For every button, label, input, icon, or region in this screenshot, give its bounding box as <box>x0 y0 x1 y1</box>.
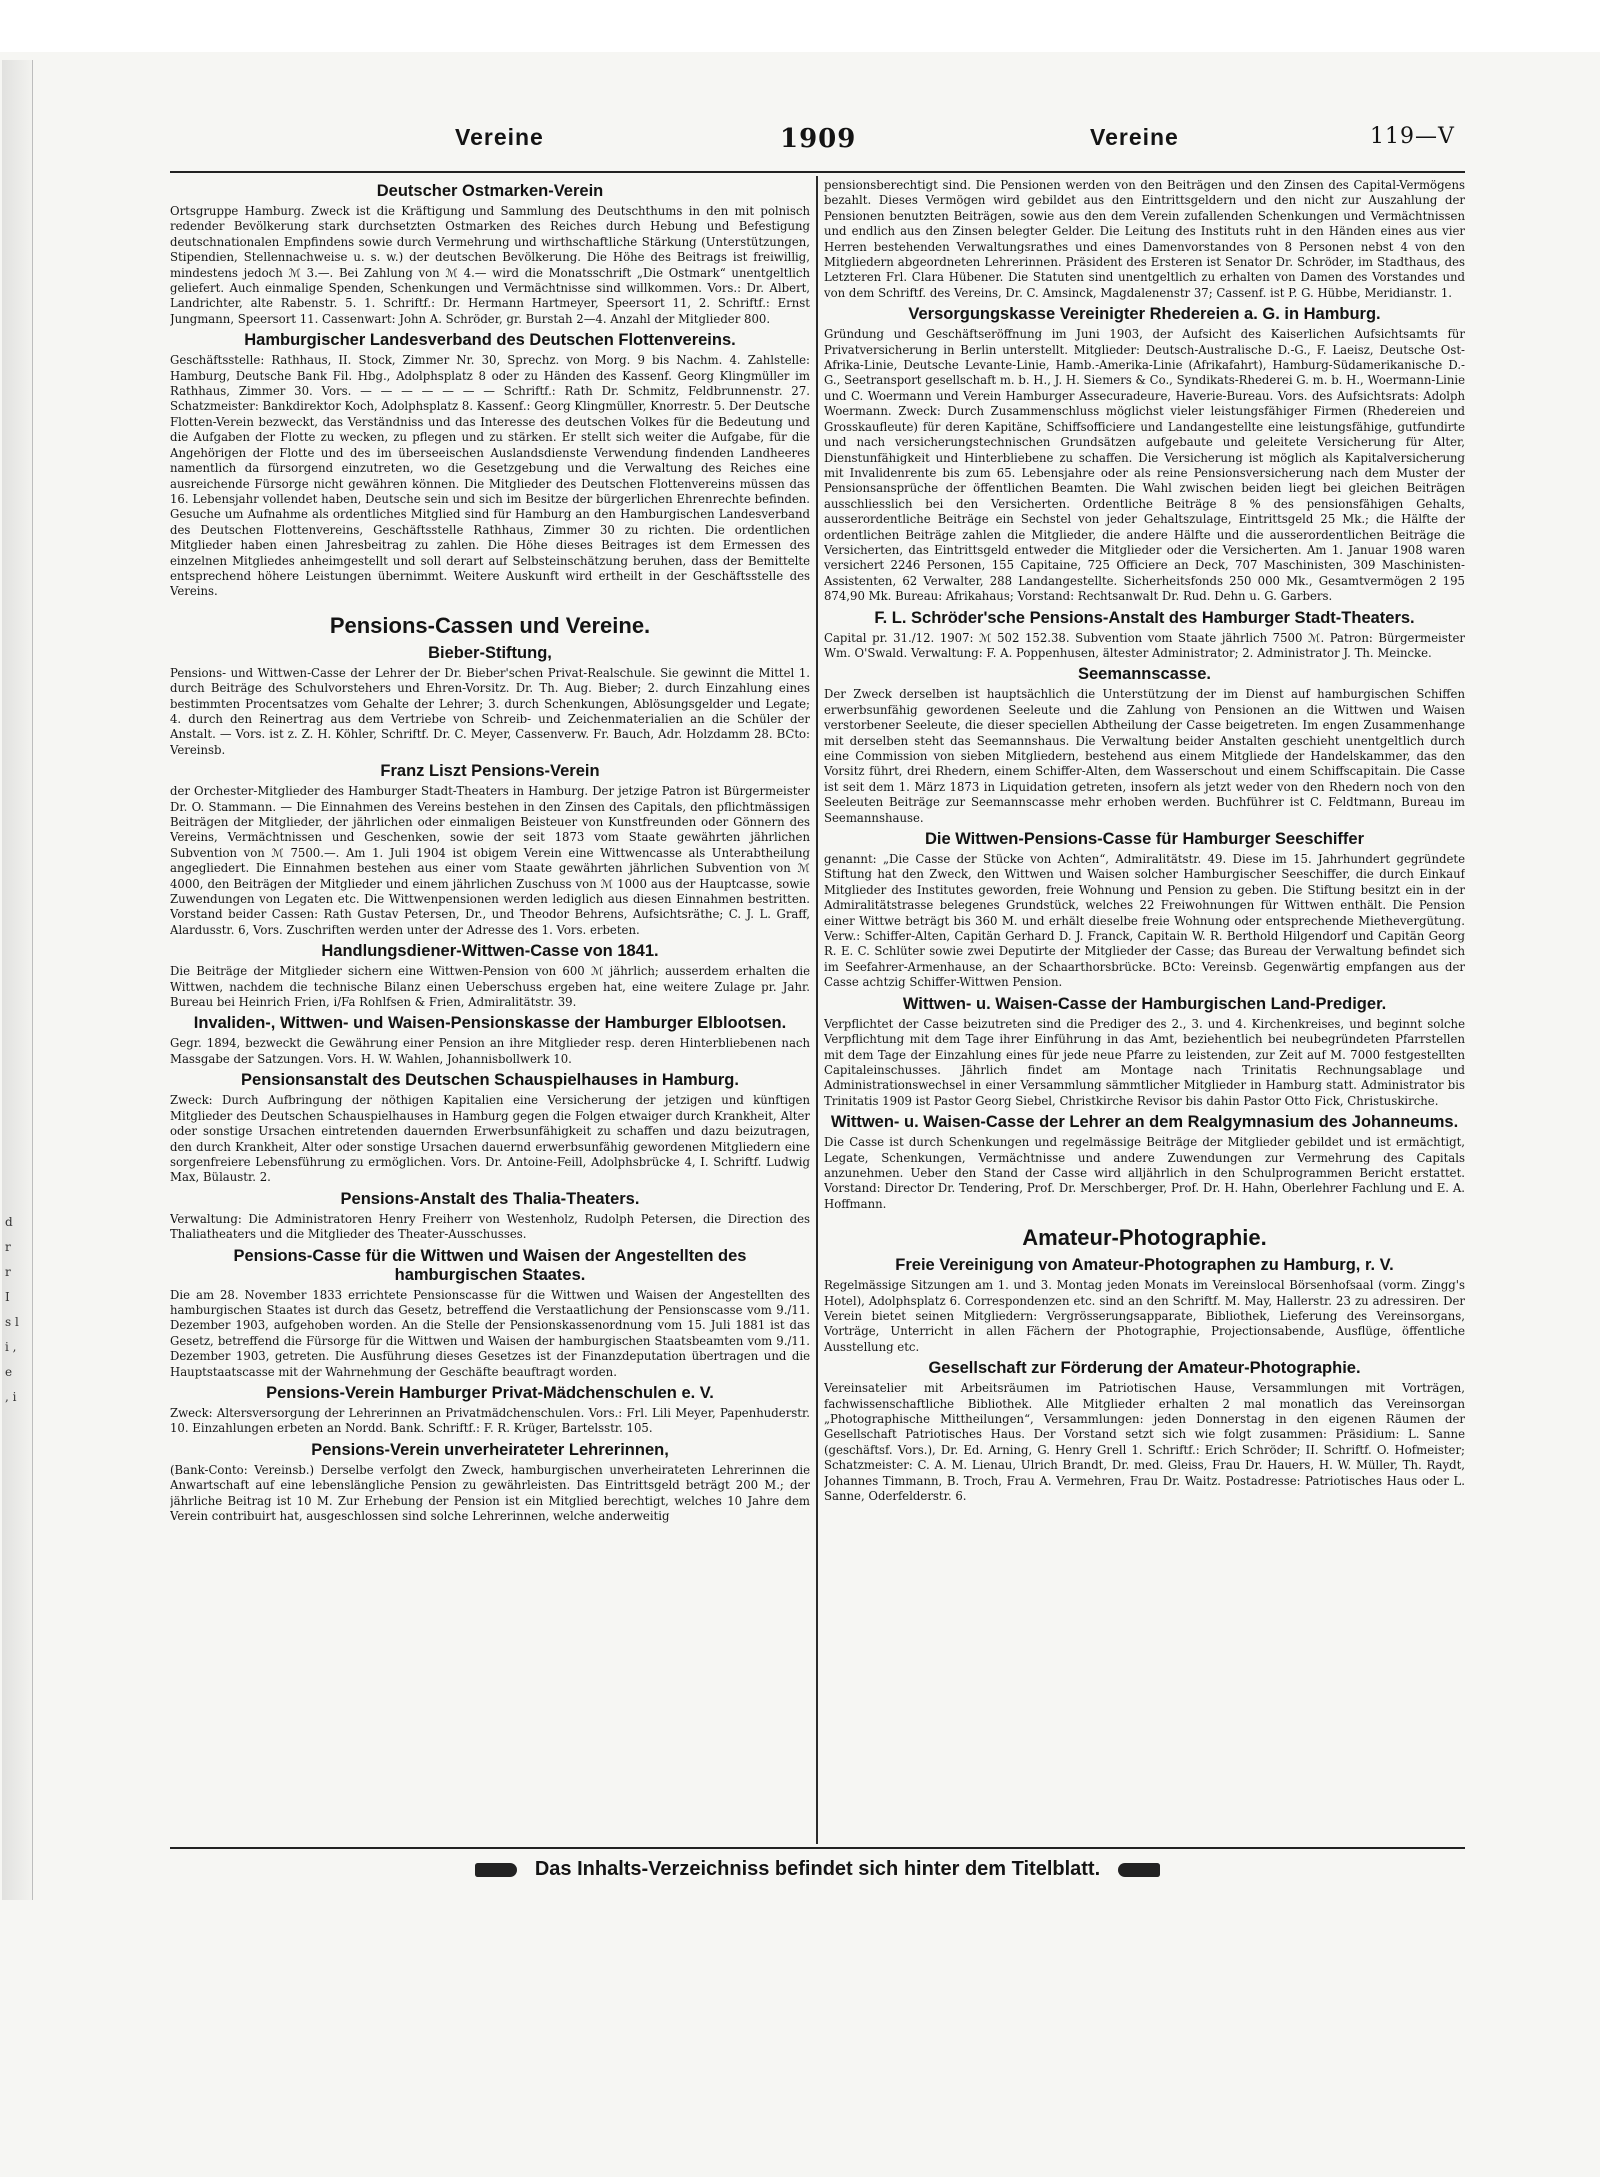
entry-block <box>824 665 1465 826</box>
entry-title: Pensions-Casse für die Wittwen und Waisen der Angestellten des hamburgischen Staates. <box>233 1246 747 1284</box>
entry-block <box>824 1113 1465 1212</box>
entry-text: Verwaltung: Die Administratoren Henry Freiherr von Westenholz, Rudolph Petersen, die Direction des Thaliatheaters und die Mitglieder des Theater-Ausschusses. <box>170 1211 810 1242</box>
entry-text: genannt: „Die Casse der Stücke von Achten“, Admiralitätstr. 49. Diese im 15. Jahrhundert gegründete Stiftung hat den Zweck, den Wittwen und Waisen solcher Hamburgischer Seeschiffer, die durch Einkauf Mitglieder des Institutes geworden, freie Wohnung und Pension zu geben. Die Stiftung besitzt ein in der Admiralitätstrasse belegenes Grundstück, welches 22 Freiwohnungen für Wittwen enthält. Die Pension einer Wittwe beträgt bis 360 M. und erhält dieselbe freie Wohnung oder entsprechende Miethevergütung. Verw.: Schiffer-Alten, Capitän Gerhard D. J. Franck, Capitain W. R. Berthold Hilgendorf und Capitän Georg R. E. C. Schlüter sowie zwei Deputirte der Mitglieder der Casse; das Bureau der Verwaltung befindet sich im Seefahrer-Armenhause, an der Schaarthorsbrücke. BCto: Vereinsb. Gegenwärtig empfangen aus der Casse achtzig Schiffer-Wittwen Pension. <box>824 852 1465 990</box>
entry-title: Bieber-Stiftung, <box>428 643 552 662</box>
adjacent-page-fragments: d r r I s l i , e , i <box>5 1215 19 1404</box>
entry-text: Verpflichtet der Casse beizutreten sind die Prediger des 2., 3. und 4. Kirchenkreises, und beginnt solche Verpflichtung mit dem Tage ihrer Einführung in das Amt, beziehentlich bei neubegründeten Pfarrstellen mit dem Tage der Einzahlung eines für jede neue Pfarre zu leistenden, zur Zeit auf M. 7000 festgestellten Capitaleinschusses. Jährlich findet am Montage nach Trinitatis Rechnungsablage und Administrationswechsel in einer Versammlung sämmtlicher Mitglieder in Hamburg statt. Administrator bis Trinitatis 1909 ist Pastor Georg Siebel, Christkirche Revisor bis dahin Pastor Otto Fick, Christuskirche. <box>824 1016 1465 1108</box>
header-section-left: Vereine <box>455 124 544 150</box>
entry-block <box>170 762 810 938</box>
entry-block <box>824 305 1465 604</box>
entry-text: Gründung und Geschäftseröffnung im Juni 1903, der Aufsicht des Kaiserlichen Aufsichtsamts für Privatversicherung in Berlin unterstellt. Mitglieder: Deutsch-Australische D.-G., F. Laeisz, Deutsche Ost-Afrika-Linie, Deutsche Levante-Linie, Hamb.-Amerika-Linie (Afrikafahrt), Hamburg-Südamerikanische D.-G., Seetransport gesellschaft m. b. H., J. H. Siemers & Co., Syndikats-Rhederei G. m. b. H., Woermann-Linie und C. Woermann und Verein Hamburger Assecuradeure, Haverie-Bureau. Vors. des Aufsichtsrats: Adolph Woermann. Zweck: Durch Zusammenschluss möglichst vieler leistungsfähiger Firmen (Rhedereien und Grosskaufleute) für deren Kapitäne, Schiffsofficiere und Landangestellte eine leistungsfähige, gutfundirte und nach versicherungstechnischen Grundsätzen aufgebaute und geleitete Versicherung für Alter, Dienstunfähigkeit und Hinterbliebene zu schaffen. Die Versicherung ist möglich als Kapitalversicherung mit Invalidenrente bis zum 65. Lebensjahre oder als reine Pensionsversicherung nach dem Muster der Pensionsansprüche der öffentlichen Beamten. Die Wahl zwischen beiden liegt bei gleichen Beiträgen ausschliesslich bei den Versicherten. Ordentliche Beiträge 8 % des pensionsfähigen Gehalts, ausserordentliche Beiträge ein Sechstel von jeder Gehaltszulage, Eintrittsgeld 25 Mk.; die Hälfte der ordentlichen Beiträge zahlen die Mitglieder, die andere Hälfte und die ausserordentlichen Beiträge die Versicherten, das Eintrittsgeld entweder die Mitglieder oder die Versicherten. Am 1. Januar 1908 waren versichert 2246 Personen, 155 Capitaine, 725 Officiere an Deck, 707 Maschinisten, 309 Maschinisten-Assistenten, 62 Verwalter, 288 Landangestellte. Sicherheitsfonds 250 000 Mk., Gesamtvermögen 2 195 874,90 Mk. Bureau: Afrikahaus; Vorstand: Rechtsanwalt Dr. Rud. Dehn u. G. Garbers. <box>824 327 1465 604</box>
scan-top-margin <box>0 0 1600 52</box>
entry-block <box>170 331 810 600</box>
entry-title: Invaliden-, Wittwen- und Waisen-Pensionskasse der Hamburger Elblootsen. <box>193 1014 787 1033</box>
entry-title: Handlungsdiener-Wittwen-Casse von 1841. <box>321 942 659 961</box>
entry-title: F. L. Schröder'sche Pensions-Anstalt des Hamburger Stadt-Theaters. <box>874 608 1415 627</box>
left-column <box>170 178 810 1843</box>
running-header <box>170 118 1465 156</box>
entry-block <box>170 1071 810 1185</box>
entry-block <box>170 182 810 327</box>
entry-title: Gesellschaft zur Förderung der Amateur-Photographie. <box>928 1359 1361 1378</box>
entry-text: Der Zweck derselben ist hauptsächlich die Unterstützung der im Dienst auf hamburgischen Schiffen erwerbsunfähig gewordenen Seeleute und die Zahlung von Pensionen an die Wittwen und Waisen verstorbener Seeleute, die dieser speciellen Abtheilung der Casse beigetreten. Im engen Zusammenhange mit derselben steht das Seemannshaus. Die Verwaltung beider Anstalten geschieht unentgeltlich durch eine Commission von sieben Mitgliedern, bestehend aus einem Mitgliede der Handelskammer, das den Vorsitz führt, drei Rhedern, einem Schiffer-Alten, dem Wasserschout und einem Schiffscapitain. Die Casse ist seit dem 1. März 1873 in Liquidation getreten, insofern als jetzt weder von den Rhedern noch von den Seeleuten Beiträge zur Seemannscasse mehr erhoben werden. Buchführer ist C. Feldtmann, Bureau im Seemannshause. <box>824 687 1465 825</box>
entry-text: Regelmässige Sitzungen am 1. und 3. Montag jeden Monats im Vereinslocal Börsenhofsaal (vorm. Zingg's Hotel), Adolphsplatz 6. Correspondenzen etc. sind an den Schriftf. M. May, Hallerstr. 23 zu adressiren. Der Verein bietet seinen Mitgliedern: Vergrösserungsapparate, Bibliothek, Lieferung des Vereinsorgans, Vorträge, Unterricht in allen Fächern der Photographie, Projectionsabende, Ausflüge, öffentliche Ausstellung etc. <box>824 1278 1465 1354</box>
entry-title: Wittwen- u. Waisen-Casse der Lehrer an dem Realgymnasium des Johanneums. <box>830 1113 1459 1132</box>
entry-text: Zweck: Durch Aufbringung der nöthigen Kapitalien eine Versicherung der jetzigen und künftigen Mitglieder des Deutschen Schauspielhauses in Hamburg gegen die Folgen etwaiger durch Krankheit, Alter oder sonstige Ursachen eintretenden dauernden Erwerbsunfähigkeit zu schaffen und dazu beizutragen, den durch Krankheit, Alter oder sonstige Ursachen dauernd erwerbsunfähig gewordenen Mitgliedern eine sorgenfreiere Lebensführung zu ermöglichen. Vors. Dr. Antoine-Feill, Adolphsbrücke 4, I. Schriftf. Ludwig Max, Bülaustr. 2. <box>170 1093 810 1185</box>
entry-block <box>824 995 1465 1109</box>
section-heading: Pensions-Cassen und Vereine. <box>329 612 651 638</box>
entry-title: Pensions-Verein Hamburger Privat-Mädchenschulen e. V. <box>266 1383 714 1402</box>
pointing-hand-icon <box>1118 1863 1160 1877</box>
header-rule <box>170 171 1465 173</box>
entry-title: Seemannscasse. <box>1077 665 1211 684</box>
entry-title: Pensionsanstalt des Deutschen Schauspielhauses in Hamburg. <box>241 1071 739 1090</box>
column-divider <box>816 176 818 1844</box>
entry-text: Geschäftsstelle: Rathhaus, II. Stock, Zimmer Nr. 30, Sprechz. von Morg. 9 bis Nachm. 4. Zahlstelle: Hamburg, Deutsche Bank Fil. Hbg., Adolphsplatz 8 oder zu Händen des Kassenf. Georg Klingmüller im Rathhaus, Zimmer 30. Vors. — — — — — — — Schriftf.: Rath Dr. Schmitz, Feldbrunnenstr. 27. Schatzmeister: Bankdirektor Koch, Adolphsplatz 8. Kassenf.: Georg Klingmüller, Knorrestr. 5. Der Deutsche Flotten-Verein bezweckt, das Verständniss und das Interesse des deutschen Volkes für die Bedeutung und die Aufgaben der Flotte zu wecken, zu pflegen und zu stärken. Er stellt sich weiter die Aufgabe, für die Angehörigen der Flotte und des im überseeischen Auslandsdienste Verwendung findenden Landheeres namentlich da fürsorgend einzutreten, wo die Gesetzgebung und die Verwaltung des Reiches eine ausreichende Fürsorge nicht gewähren können. Die Mitglieder des Deutschen Flottenvereins müssen das 16. Lebensjahr vollendet haben, Deutsche sein und sich im Besitze der bürgerlichen Ehrenrechte befinden. Gesuche um Aufnahme als ordentliches Mitglied sind für Hamburg an den Hamburgischen Landesverband des Deutschen Flottenvereins, Geschäftsstelle Rathhaus, Zimmer 30 zu richten. Die ordentlichen Mitglieder haben einen Jahresbeitrag zu zahlen. Die Höhe dieses Beitrages ist dem Ermessen des einzelnen Mitgliedes anheimgestellt und soll derart auf Selbsteinschätzung beruhen, dass der Bemittelte entsprechend höhere Leistungen übernimmt. Weitere Auskunft wird ertheilt in der Geschäftsstelle des Vereins. <box>170 353 810 599</box>
entry-text: Pensions- und Wittwen-Casse der Lehrer der Dr. Bieber'schen Privat-Realschule. Sie gewinnt die Mittel 1. durch Beiträge des Schulvorstehers und Ehren-Vorsitz. Dr. Th. Aug. Bieber; 2. durch Einzahlung eines bestimmten Procentsatzes vom Gehalte der Lehrer; 3. durch Schenkungen, Ablösungsgelder und Legate; 4. durch den Reinertrag aus dem Vertriebe von Schreib- und Zeichenmaterialien an die Schüler der Anstalt. — Vors. ist z. Z. H. Köhler, Schriftf. Dr. C. Meyer, Cassenverw. Fr. Bauch, Adr. Holzdamm 28. BCto: Vereinsb. <box>170 665 810 757</box>
entry-block <box>824 609 1465 662</box>
entry-title: Hamburgischer Landesverband des Deutschen Flottenvereins. <box>244 331 736 350</box>
entry-block <box>170 1441 810 1525</box>
entry-block <box>170 644 810 758</box>
entry-block <box>824 830 1465 991</box>
right-column <box>824 178 1465 1843</box>
entry-title: Deutscher Ostmarken-Verein <box>376 182 604 200</box>
header-year: 1909 <box>780 124 857 154</box>
entry-text: der Orchester-Mitglieder des Hamburger Stadt-Theaters in Hamburg. Der jetzige Patron ist Bürgermeister Dr. O. Stammann. — Die Einnahmen des Vereins bestehen in den Zinsen des Capitals, den pflichtmässigen Beiträgen der Mitglieder, der jährlichen oder einmaligen Beisteuer von Kunstfreunden oder Gönnern des Vereins, Vermächtnissen und Geschenken, sowie der seit 1873 vom Staate gewährten jährlichen Subvention von ℳ 7500.—. Am 1. Juli 1904 ist obigem Verein eine Wittwencasse als Unterabtheilung angegliedert. Die Einnahmen bestehen aus einer vom Staate gewährten jährlichen Subvention von ℳ 4000, den Beiträgen der Mitglieder und einem jährlichen Zuschuss von ℳ 1000 aus der Hauptcasse, sowie Zuwendungen von Legaten etc. Die Wittwenpensionen werden lediglich aus diesen Einnahmen bestritten. Vorstand beider Cassen: Rath Gustav Petersen, Dr., und Theodor Behrens, Aufsichtsräthe; C. J. L. Graff, Alardusstr. 6, Vors. Zuschriften werden unter der Adresse des 1. Vors. erbeten. <box>170 784 810 937</box>
entry-text: Die Beiträge der Mitglieder sichern eine Wittwen-Pension von 600 ℳ jährlich; ausserdem erhalten die Wittwen, nachdem die technische Bilanz einen Ueberschuss ergeben hat, eine weitere Zulage pr. Jahr. Bureau bei Heinrich Frien, i/Fa Rohlfsen & Frien, Admiralitätstr. 39. <box>170 964 810 1010</box>
entry-text: Gegr. 1894, bezweckt die Gewährung einer Pension an ihre Mitglieder resp. deren Hinterbliebenen nach Massgabe der Satzungen. Vors. H. W. Wahlen, Johannisbollwerk 10. <box>170 1036 810 1066</box>
header-section-right: Vereine <box>1090 124 1179 150</box>
entry-block <box>170 942 810 1010</box>
entry-text: Zweck: Altersversorgung der Lehrerinnen an Privatmädchenschulen. Vors.: Frl. Lili Meyer, Papenhuderstr. 10. Einzahlungen erbeten an Nordd. Bank. Schriftf.: F. R. Krüger, Bartelsstr. 105. <box>170 1405 810 1436</box>
footer-rule <box>170 1847 1465 1849</box>
entry-title: Die Wittwen-Pensions-Casse für Hamburger Seeschiffer <box>924 830 1365 849</box>
entry-text: (Bank-Conto: Vereinsb.) Derselbe verfolgt den Zweck, hamburgischen unverheirateten Lehrerinnen die Anwartschaft auf eine lebenslängliche Pension zu gewährleisten. Das Eintrittsgeld beträgt 200 M.; der jährliche Beitrag ist 10 M. Zur Erhebung der Pension ist ein Mitglied berechtigt, welches 10 Jahre dem Verein contribuirt hat, ausgeschlossen sind solche Lehrerinnen, welche anderweitig <box>170 1462 810 1523</box>
entry-text: Vereinsatelier mit Arbeitsräumen im Patriotischen Hause, Versammlungen mit Vorträgen, fachwissenschaftliche Bibliothek. Alle Mitglieder erhalten 2 mal monatlich das Vereinsorgan „Photographische Mittheilungen“, Versammlungen: jeden Donnerstag in den eigenen Räumen der Gesellschaft Patriotisches Haus. Der Vorstand setzt sich wie folgt zusammen: Präsidium: L. Sanne (geschäftsf. Vors.), Dr. Ed. Arning, G. Henry Grell 1. Schriftf.: Erich Schröder; II. Schriftf. O. Hofmeister; Schatzmeister: C. A. M. Lienau, Ulrich Brandt, Dr. med. Gleiss, Frau Dr. Hauers, H. W. Müller, Th. Raydt, Johannes Timmann, B. Troch, Frau A. Vermehren, Frau Dr. Waitz. Postadresse: Patriotisches Haus oder L. Sanne, Oderfelderstr. 6. <box>824 1381 1465 1504</box>
entry-title: Versorgungskasse Vereinigter Rhedereien a. G. in Hamburg. <box>908 305 1381 324</box>
entry-text: Die am 28. November 1833 errichtete Pensionscasse für die Wittwen und Waisen der Angestellten des hamburgischen Staates ist durch das Gesetz, betreffend die Verstaatlichung der Pensionscasse vom 9./11. Dezember 1903, aufgehoben worden. An die Stelle der Pensionskassenordnung vom 15. Juli 1881 ist das Gesetz, betreffend die Fürsorge für die Wittwen und Waisen der hamburgischen Staatsbeamten vom 9./11. Dezember 1903, getreten. Die Ausführung dieses Gesetzes ist der Finanzdeputation übertragen und die Hauptstaatscasse mit der Wahrnehmung der Geschäfte beauftragt worden. <box>170 1287 810 1379</box>
entry-title: Freie Vereinigung von Amateur-Photographen zu Hamburg, r. V. <box>895 1256 1394 1275</box>
adjacent-page-edge <box>2 60 33 1900</box>
entry-block <box>824 1359 1465 1504</box>
entry-text: pensionsberechtigt sind. Die Pensionen werden von den Beiträgen und den Zinsen des Capital-Vermögens bezahlt. Dieses Vermögen wird gebildet aus den Eintrittsgeldern und den nicht zur Auszahlung der Pensionen benutzten Beiträgen, sowie aus den dem Verein zufallenden Schenkungen und Vermächtnissen und endlich aus den Zinsen belegter Gelder. Die Leitung des Instituts ruht in den Händen eines aus vier Herren bestehenden Verwaltungsrathes und eines Damenvorstandes von 8 Personen nebst 4 von den Mitgliedern abgeordneten Lehrerinnen. Präsident des Ersteren ist Senator Dr. Schröder, im Stadthaus, des Letzteren Frl. Clara Hübener. Die Statuten sind unentgeltlich zu erhalten von Damen des Vorstandes und von dem Schriftf. des Vereins, Dr. C. Amsinck, Magdalenenstr 37; Cassenf. ist P. G. Hübbe, Meridianstr. 1. <box>824 178 1465 300</box>
entry-block <box>824 178 1465 301</box>
section-heading: Amateur-Photographie. <box>1022 1225 1267 1251</box>
entry-title: Pensions-Verein unverheirateter Lehrerinnen, <box>311 1440 669 1459</box>
printed-page <box>170 118 1465 1893</box>
entry-text: Ortsgruppe Hamburg. Zweck ist die Kräftigung und Sammlung des Deutschthums in den mit polnisch redender Bevölkerung stark durchsetzten Ostmarken des Reiches durch Hebung und Befestigung deutschnationalen Empfindens sowie durch Vermehrung und wirthschaftliche Stärkung (Unterstützungen, Stipendien, Stellennachweise u. s. w.) der deutschen Bevölkerung. Die Höhe des Beitrags ist freiwillig, mindestens jedoch ℳ 3.—. Bei Zahlung von ℳ 4.— wird die Monatsschrift „Die Ostmark“ unentgeltlich geliefert. Auch einmalige Spenden, Schenkungen und Vermächtnisse sind willkommen. Vors.: Dr. Albert, Landrichter, alte Rabenstr. 5. 1. Schriftf.: Dr. Hermann Hartmeyer, Speersort 11, 2. Schriftf.: Ernst Jungmann, Speersort 11. Cassenwart: John A. Schröder, gr. Burstah 2—4. Anzahl der Mitglieder 800. <box>170 204 810 326</box>
entry-text: Die Casse ist durch Schenkungen und regelmässige Beiträge der Mitglieder gebildet und ist ermächtigt, Legate, Schenkungen, Vermächtnisse und andere Zuwendungen zur Vermehrung des Capitals anzunehmen. Ueber den Stand der Casse wird alljährlich in den Schulprogrammen Bericht erstattet. Vorstand: Director Dr. Tendering, Prof. Dr. Merschberger, Prof. Dr. H. Hahn, Oberlehrer Fachlung und E. A. Hoffmann. <box>824 1135 1465 1211</box>
entry-block <box>170 1247 810 1380</box>
entry-text: Capital pr. 31./12. 1907: ℳ 502 152.38. Subvention vom Staate jährlich 7500 ℳ. Patron: Bürgermeister Wm. O'Swald. Verwaltung: F. A. Poppenhusen, ältester Administrator; 2. Administrator J. Th. Meincke. <box>824 630 1465 660</box>
entry-block <box>824 1256 1465 1355</box>
entry-block <box>170 1384 810 1437</box>
pointing-hand-icon <box>475 1863 517 1877</box>
entry-block <box>170 1014 810 1067</box>
entry-title: Franz Liszt Pensions-Verein <box>380 762 600 781</box>
page-number: 119—V <box>1370 124 1455 149</box>
entry-title: Wittwen- u. Waisen-Casse der Hamburgischen Land-Prediger. <box>902 994 1387 1013</box>
entry-block <box>170 1190 810 1243</box>
footer-notice-text: Das Inhalts-Verzeichniss befindet sich hinter dem Titelblatt. <box>534 1858 1101 1880</box>
entry-title: Pensions-Anstalt des Thalia-Theaters. <box>340 1189 640 1208</box>
footer-notice <box>170 1856 1465 1882</box>
